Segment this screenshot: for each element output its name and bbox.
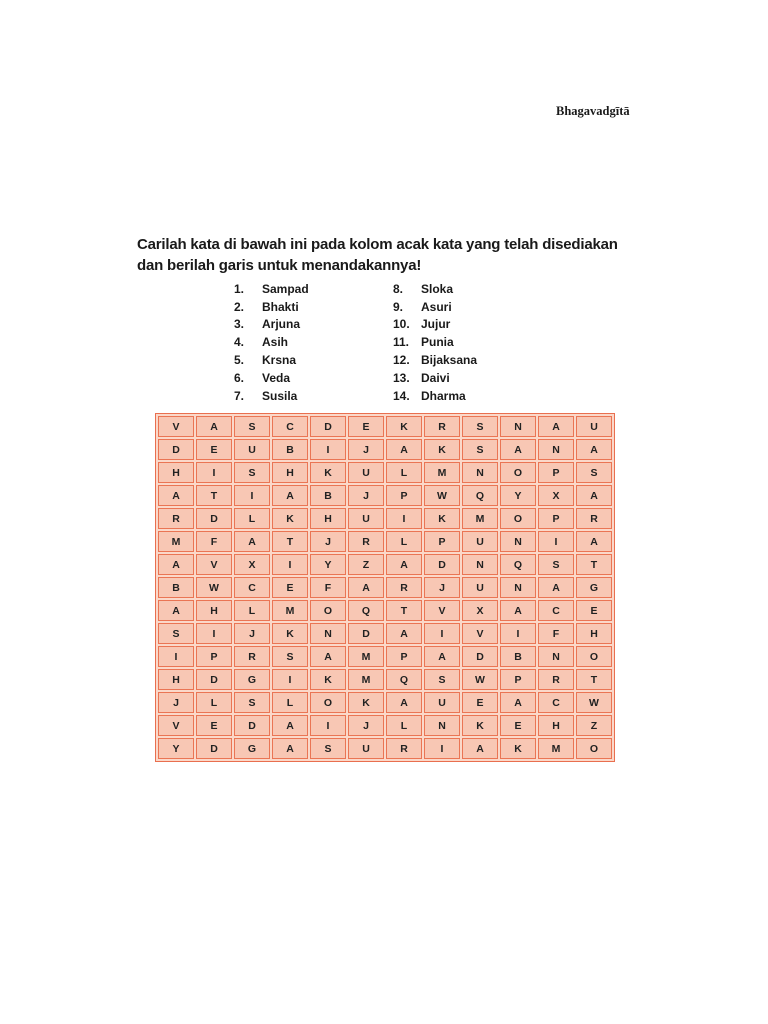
grid-cell[interactable]: J (158, 692, 194, 713)
grid-cell[interactable]: N (538, 439, 574, 460)
grid-cell[interactable]: Q (348, 600, 384, 621)
grid-cell[interactable]: I (386, 508, 422, 529)
grid-cell[interactable]: E (462, 692, 498, 713)
word-item (393, 280, 477, 298)
grid-cell[interactable]: C (234, 577, 270, 598)
word-text: Sampad (262, 281, 309, 296)
word-number: 6. (234, 370, 245, 385)
word-text: Asih (262, 335, 289, 350)
grid-cell[interactable]: U (348, 462, 384, 483)
grid-cell[interactable]: Y (310, 554, 346, 575)
word-number: 10. (393, 317, 410, 332)
grid-cell[interactable]: B (310, 485, 346, 506)
grid-cell[interactable]: P (538, 508, 574, 529)
grid-cell[interactable]: P (386, 646, 422, 667)
grid-cell[interactable]: R (424, 416, 460, 437)
word-item (234, 333, 309, 351)
grid-cell[interactable]: N (538, 646, 574, 667)
grid-cell[interactable]: V (462, 623, 498, 644)
grid-cell[interactable]: K (310, 669, 346, 690)
grid-cell[interactable]: C (272, 416, 308, 437)
grid-cell[interactable]: O (576, 738, 612, 759)
grid-cell[interactable]: V (196, 554, 232, 575)
grid-cell[interactable]: W (424, 485, 460, 506)
word-text: Arjuna (262, 317, 301, 332)
grid-cell[interactable]: J (348, 485, 384, 506)
grid-cell[interactable]: I (500, 623, 536, 644)
grid-cell[interactable]: A (272, 485, 308, 506)
grid-cell[interactable]: E (348, 416, 384, 437)
grid-cell[interactable]: G (234, 669, 270, 690)
grid-cell[interactable]: A (576, 439, 612, 460)
grid-cell[interactable]: A (158, 554, 194, 575)
grid-cell[interactable]: A (386, 439, 422, 460)
word-number: 3. (234, 317, 245, 332)
word-number: 13. (393, 370, 410, 385)
grid-cell[interactable]: A (538, 416, 574, 437)
grid-cell[interactable]: S (272, 646, 308, 667)
word-list-left (234, 280, 309, 405)
grid-cell[interactable]: I (310, 439, 346, 460)
grid-cell[interactable]: V (424, 600, 460, 621)
grid-cell[interactable]: D (424, 554, 460, 575)
grid-cell[interactable]: Z (576, 715, 612, 736)
grid-cell[interactable]: F (196, 531, 232, 552)
grid-cell[interactable]: F (310, 577, 346, 598)
grid-cell[interactable]: J (424, 577, 460, 598)
grid-cell[interactable]: K (424, 508, 460, 529)
grid-cell[interactable]: S (462, 416, 498, 437)
word-number: 2. (234, 299, 245, 314)
grid-cell[interactable]: U (576, 416, 612, 437)
grid-cell[interactable]: I (196, 623, 232, 644)
grid-cell[interactable]: I (234, 485, 270, 506)
grid-cell[interactable]: L (386, 462, 422, 483)
grid-cell[interactable]: K (424, 439, 460, 460)
grid-cell[interactable]: J (348, 715, 384, 736)
word-text: Bhakti (262, 299, 299, 314)
grid-cell[interactable]: E (272, 577, 308, 598)
grid-cell[interactable]: Y (158, 738, 194, 759)
grid-cell[interactable]: U (462, 577, 498, 598)
word-text: Sloka (421, 281, 454, 296)
grid-cell[interactable]: A (272, 738, 308, 759)
grid-cell[interactable]: B (158, 577, 194, 598)
word-number: 5. (234, 353, 245, 368)
word-number: 14. (393, 388, 410, 403)
grid-cell[interactable]: A (310, 646, 346, 667)
grid-cell[interactable]: M (272, 600, 308, 621)
grid-cell[interactable]: A (158, 600, 194, 621)
grid-cell[interactable]: N (310, 623, 346, 644)
grid-cell[interactable]: L (234, 508, 270, 529)
instructions-line-1: Carilah kata di bawah ini pada kolom acak kata yang telah disediakan (137, 236, 618, 253)
grid-cell[interactable]: B (272, 439, 308, 460)
grid-cell[interactable]: H (158, 669, 194, 690)
grid-cell[interactable]: S (234, 692, 270, 713)
word-number: 7. (234, 388, 245, 403)
grid-cell[interactable]: T (386, 600, 422, 621)
grid-cell[interactable]: L (196, 692, 232, 713)
grid-cell[interactable]: E (196, 715, 232, 736)
grid-cell[interactable]: D (348, 623, 384, 644)
grid-cell[interactable]: X (234, 554, 270, 575)
grid-cell[interactable]: T (272, 531, 308, 552)
grid-cell[interactable]: E (500, 715, 536, 736)
grid-cell[interactable]: N (462, 554, 498, 575)
word-item (393, 387, 477, 405)
grid-cell[interactable]: D (196, 669, 232, 690)
grid-cell[interactable]: H (158, 462, 194, 483)
grid-cell[interactable]: C (538, 600, 574, 621)
word-number: 9. (393, 299, 404, 314)
instructions-line-2: dan berilah garis untuk menandakannya! (137, 257, 422, 274)
grid-cell[interactable]: O (500, 508, 536, 529)
grid-cell[interactable]: T (576, 669, 612, 690)
grid-cell[interactable]: B (500, 646, 536, 667)
grid-cell[interactable]: P (500, 669, 536, 690)
grid-cell[interactable]: O (500, 462, 536, 483)
word-item (393, 369, 477, 387)
grid-cell[interactable]: P (196, 646, 232, 667)
grid-cell[interactable]: A (576, 531, 612, 552)
grid-cell[interactable]: I (272, 554, 308, 575)
grid-cell[interactable]: R (576, 508, 612, 529)
grid-cell[interactable]: A (500, 439, 536, 460)
grid-cell[interactable]: A (234, 531, 270, 552)
word-item (234, 280, 309, 298)
grid-cell[interactable]: Z (348, 554, 384, 575)
grid-cell[interactable]: J (348, 439, 384, 460)
grid-cell[interactable]: A (348, 577, 384, 598)
grid-cell[interactable]: S (234, 416, 270, 437)
word-number: 12. (393, 353, 410, 368)
grid-cell[interactable]: Y (500, 485, 536, 506)
grid-cell[interactable]: I (538, 531, 574, 552)
word-item (393, 298, 477, 316)
grid-cell[interactable]: H (310, 508, 346, 529)
grid-cell[interactable]: A (386, 623, 422, 644)
grid-cell[interactable]: D (196, 738, 232, 759)
grid-cell[interactable]: A (196, 416, 232, 437)
grid-cell[interactable]: G (234, 738, 270, 759)
grid-cell[interactable]: A (576, 485, 612, 506)
grid-cell[interactable]: K (500, 738, 536, 759)
grid-cell[interactable]: P (386, 485, 422, 506)
grid-cell[interactable]: E (196, 439, 232, 460)
instructions (137, 234, 637, 276)
grid-cell[interactable]: I (272, 669, 308, 690)
grid-cell[interactable]: P (538, 462, 574, 483)
grid-cell[interactable]: A (500, 692, 536, 713)
word-text: Punia (421, 335, 454, 350)
grid-cell[interactable]: L (386, 531, 422, 552)
grid-cell[interactable]: A (500, 600, 536, 621)
grid-cell[interactable]: S (310, 738, 346, 759)
word-list-right (393, 280, 477, 405)
grid-cell[interactable]: M (424, 462, 460, 483)
grid-cell[interactable]: O (310, 692, 346, 713)
word-item (234, 369, 309, 387)
word-number: 8. (393, 281, 404, 296)
grid-cell[interactable]: R (158, 508, 194, 529)
word-number: 4. (234, 335, 245, 350)
grid-cell[interactable]: U (348, 508, 384, 529)
word-item (393, 333, 477, 351)
word-text: Asuri (421, 299, 452, 314)
word-text: Krsna (262, 353, 297, 368)
grid-cell[interactable]: K (272, 508, 308, 529)
grid-cell[interactable]: I (158, 646, 194, 667)
grid-cell[interactable]: A (272, 715, 308, 736)
grid-cell[interactable]: K (462, 715, 498, 736)
grid-cell[interactable]: S (462, 439, 498, 460)
grid-cell[interactable]: H (196, 600, 232, 621)
grid-cell[interactable]: N (500, 577, 536, 598)
grid-cell[interactable]: R (386, 738, 422, 759)
grid-cell[interactable]: Q (462, 485, 498, 506)
grid-cell[interactable]: D (234, 715, 270, 736)
grid-cell[interactable]: P (424, 531, 460, 552)
word-text: Susila (262, 388, 298, 403)
word-text: Daivi (421, 370, 450, 385)
grid-cell[interactable]: R (386, 577, 422, 598)
grid-cell[interactable]: S (538, 554, 574, 575)
grid-cell[interactable]: N (500, 416, 536, 437)
word-text: Jujur (421, 317, 451, 332)
grid-cell[interactable]: R (234, 646, 270, 667)
grid-cell[interactable]: L (272, 692, 308, 713)
grid-cell[interactable]: I (424, 738, 460, 759)
grid-cell[interactable]: A (158, 485, 194, 506)
grid-cell[interactable]: I (310, 715, 346, 736)
grid-cell[interactable]: G (576, 577, 612, 598)
grid-cell[interactable]: S (576, 462, 612, 483)
grid-cell[interactable]: V (158, 715, 194, 736)
grid-cell[interactable]: M (462, 508, 498, 529)
page-header-title: Bhagavadgītā (556, 104, 630, 118)
word-search-grid (155, 413, 615, 762)
grid-cell[interactable]: K (310, 462, 346, 483)
grid-cell[interactable]: W (196, 577, 232, 598)
word-item (234, 298, 309, 316)
grid-cell[interactable]: C (538, 692, 574, 713)
grid-cell[interactable]: K (272, 623, 308, 644)
word-text: Dharma (421, 388, 466, 403)
grid-cell[interactable]: R (538, 669, 574, 690)
grid-cell[interactable]: A (386, 554, 422, 575)
grid-cell[interactable]: O (576, 646, 612, 667)
grid-cell[interactable]: Q (500, 554, 536, 575)
grid-cell[interactable]: D (158, 439, 194, 460)
word-item (393, 316, 477, 334)
grid-cell[interactable]: A (462, 738, 498, 759)
grid-cell[interactable]: M (538, 738, 574, 759)
grid-cell[interactable]: F (538, 623, 574, 644)
grid-cell[interactable]: U (234, 439, 270, 460)
grid-cell[interactable]: T (196, 485, 232, 506)
word-item (393, 351, 477, 369)
grid-cell[interactable]: Q (386, 669, 422, 690)
word-item (234, 316, 309, 334)
grid-cell[interactable]: M (158, 531, 194, 552)
grid-cell[interactable]: D (310, 416, 346, 437)
grid-cell[interactable]: H (272, 462, 308, 483)
grid-cell[interactable]: E (576, 600, 612, 621)
word-item (234, 351, 309, 369)
grid-cell[interactable]: U (424, 692, 460, 713)
grid-cell[interactable]: H (538, 715, 574, 736)
grid-cell[interactable]: D (462, 646, 498, 667)
grid-cell[interactable]: X (462, 600, 498, 621)
word-text: Bijaksana (421, 353, 478, 368)
grid-cell[interactable]: U (462, 531, 498, 552)
grid-cell[interactable]: I (196, 462, 232, 483)
grid-cell[interactable]: L (234, 600, 270, 621)
grid-cell[interactable]: W (462, 669, 498, 690)
grid-cell[interactable]: N (462, 462, 498, 483)
grid-cell[interactable]: R (348, 531, 384, 552)
grid-cell[interactable]: N (424, 715, 460, 736)
grid-cell[interactable]: A (538, 577, 574, 598)
grid-cell[interactable]: W (576, 692, 612, 713)
grid-cell[interactable]: M (348, 669, 384, 690)
word-item (234, 387, 309, 405)
grid-cell[interactable]: N (500, 531, 536, 552)
grid-cell[interactable]: V (158, 416, 194, 437)
word-text: Veda (262, 370, 291, 385)
grid-cell[interactable]: S (424, 669, 460, 690)
grid-cell[interactable]: S (158, 623, 194, 644)
grid-cell[interactable]: J (310, 531, 346, 552)
grid-cell[interactable]: A (386, 692, 422, 713)
grid-cell[interactable]: U (348, 738, 384, 759)
grid-cell[interactable]: M (348, 646, 384, 667)
grid-cell[interactable]: J (234, 623, 270, 644)
grid-cell[interactable]: O (310, 600, 346, 621)
grid-cell[interactable]: H (576, 623, 612, 644)
grid-cell[interactable]: D (196, 508, 232, 529)
grid-cell[interactable]: S (234, 462, 270, 483)
grid-cell[interactable]: K (348, 692, 384, 713)
grid-cell[interactable]: L (386, 715, 422, 736)
grid-cell[interactable]: K (386, 416, 422, 437)
grid-cell[interactable]: I (424, 623, 460, 644)
word-number: 11. (393, 335, 410, 350)
grid-cell[interactable]: T (576, 554, 612, 575)
word-number: 1. (234, 281, 245, 296)
grid-cell[interactable]: X (538, 485, 574, 506)
grid-cell[interactable]: A (424, 646, 460, 667)
